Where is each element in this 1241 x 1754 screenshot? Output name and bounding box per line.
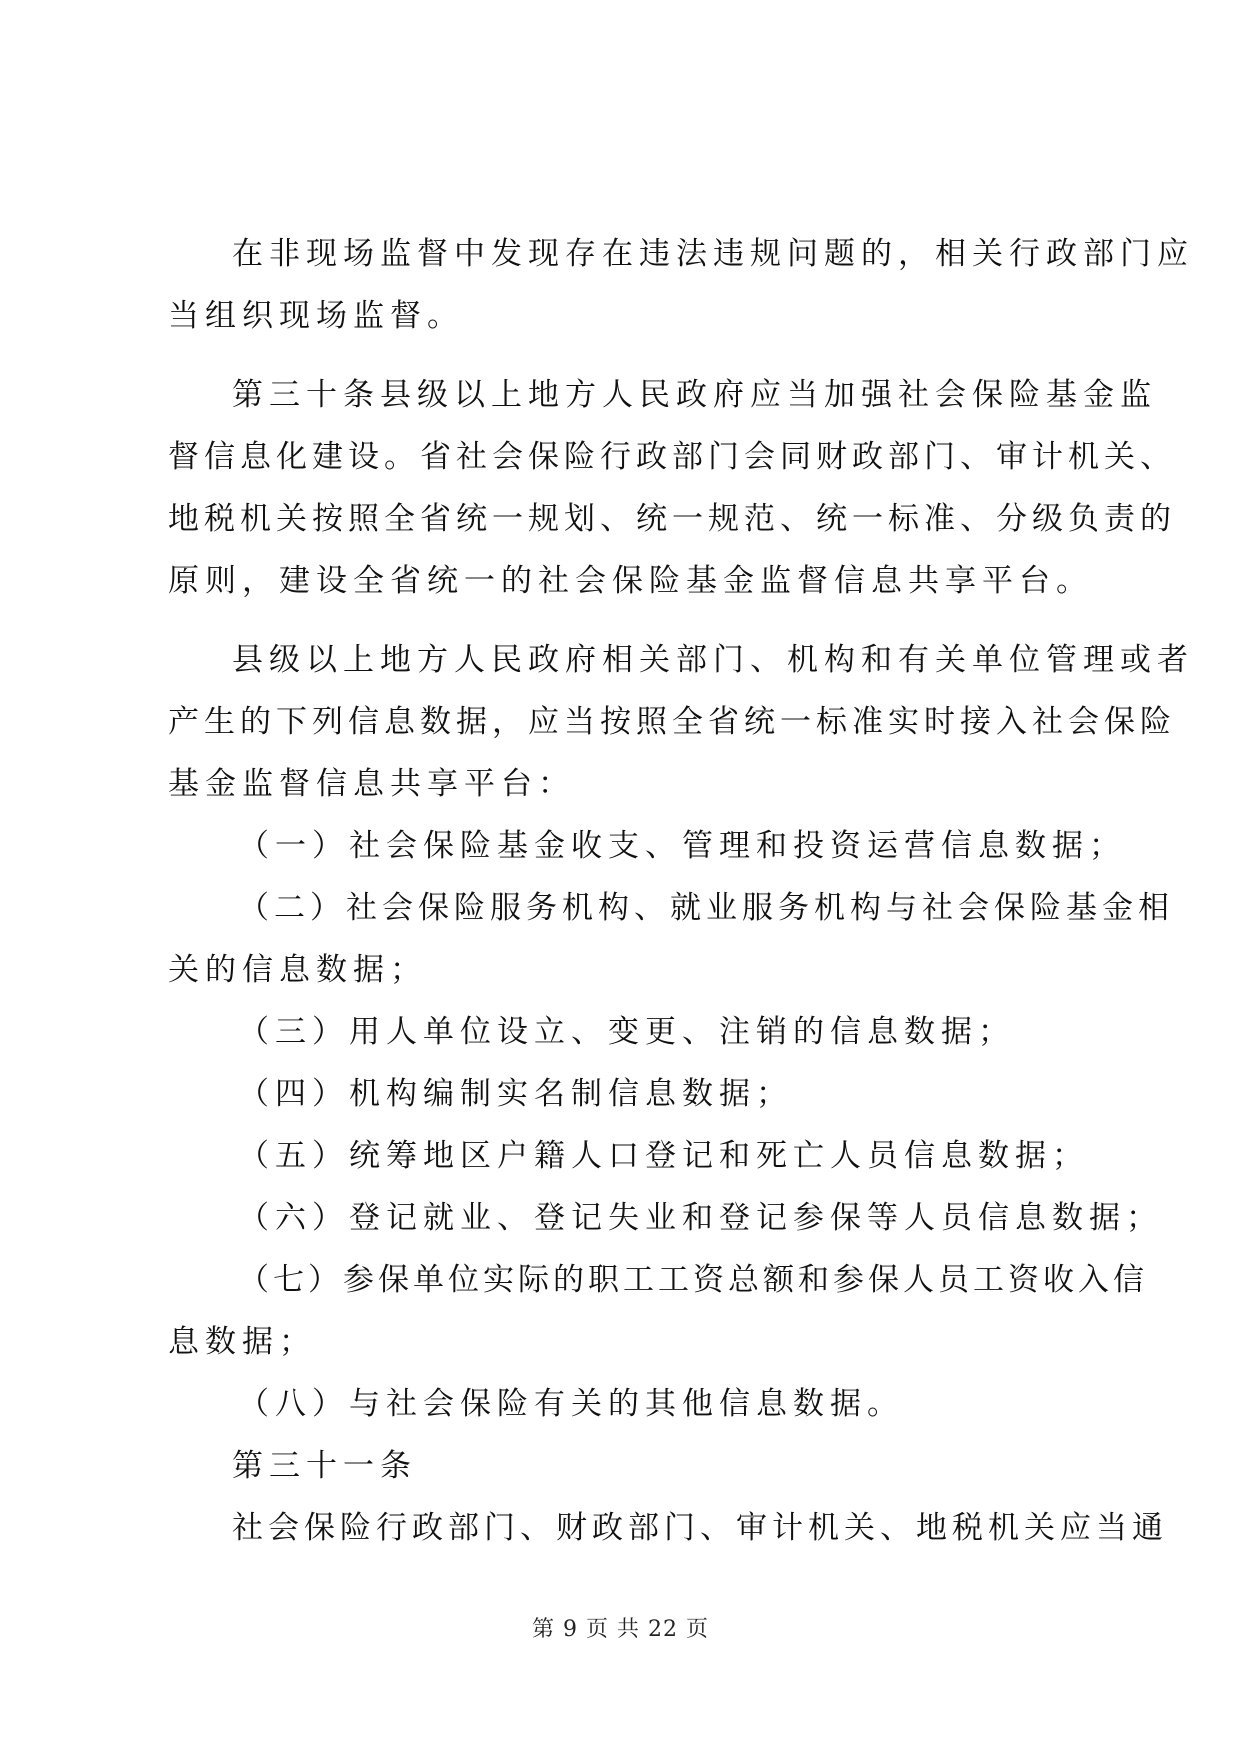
list-item: （一）社会保险基金收支、管理和投资运营信息数据； [238,828,1126,864]
text-line: 社会保险行政部门、财政部门、审计机关、地税机关应当通 [232,1510,1168,1546]
list-item: （二）社会保险服务机构、就业服务机构与社会保险基金相 [238,890,1174,926]
text-line: 地税机关按照全省统一规划、统一规范、统一标准、分级负责的 [168,501,1176,537]
list-item: （三）用人单位设立、变更、注销的信息数据； [238,1014,1015,1050]
text-line: 基金监督信息共享平台： [168,766,575,802]
text-line: 息数据； [168,1324,316,1360]
list-item: （五）统筹地区户籍人口登记和死亡人员信息数据； [238,1138,1089,1174]
text-line: 原则，建设全省统一的社会保险基金监督信息共享平台。 [168,563,1093,599]
list-item: （八）与社会保险有关的其他信息数据。 [238,1386,904,1422]
text-line: 县级以上地方人民政府相关部门、机构和有关单位管理或者 [232,642,1194,678]
text-line: 关的信息数据； [168,952,427,988]
page-number-footer: 第 9 页 共 22 页 [532,1617,709,1642]
text-line: 当组织现场监督。 [168,298,464,334]
article-heading: 第三十一条 [232,1448,417,1484]
list-item: （七）参保单位实际的职工工资总额和参保人员工资收入信 [238,1262,1148,1298]
text-line: 产生的下列信息数据，应当按照全省统一标准实时接入社会保险 [168,704,1176,740]
text-line: 督信息化建设。省社会保险行政部门会同财政部门、审计机关、 [168,439,1176,475]
list-item: （六）登记就业、登记失业和登记参保等人员信息数据； [238,1200,1163,1236]
text-line: 第三十条县级以上地方人民政府应当加强社会保险基金监 [232,377,1157,413]
list-item: （四）机构编制实名制信息数据； [238,1076,793,1112]
text-line: 在非现场监督中发现存在违法违规问题的，相关行政部门应 [232,236,1194,272]
